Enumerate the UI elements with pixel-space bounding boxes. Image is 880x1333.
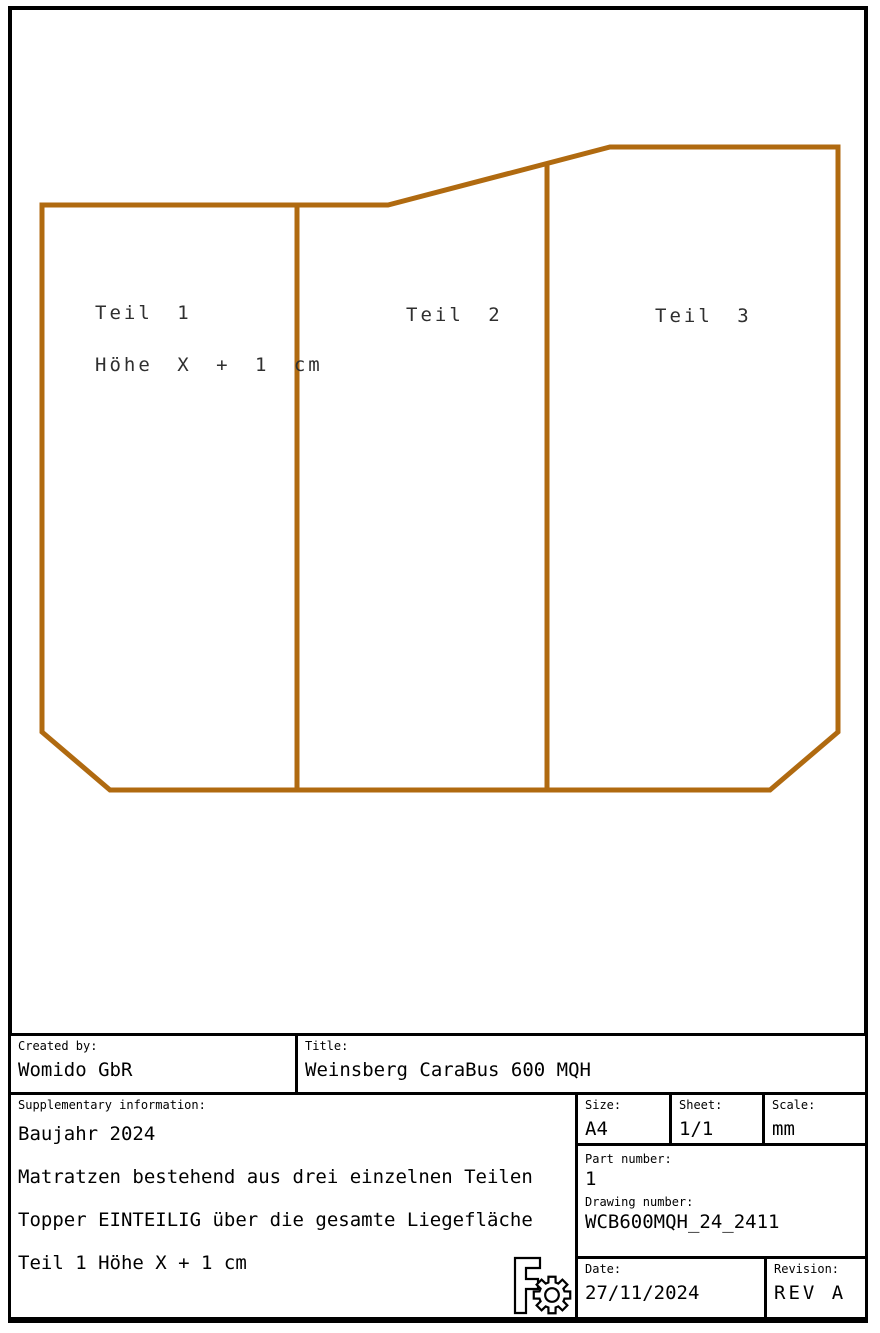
- sheet-cell: [672, 1095, 765, 1143]
- sheet-value: 1/1: [679, 1118, 714, 1140]
- supplementary-info-label: Supplementary information:: [18, 1098, 206, 1112]
- created-by-label: Created by:: [18, 1039, 98, 1053]
- title-label: Title:: [305, 1039, 349, 1053]
- revision-value: REV A: [774, 1282, 847, 1304]
- part-number-label: Part number:: [585, 1152, 672, 1166]
- date-label: Date:: [585, 1262, 622, 1276]
- drawing-number-label: Drawing number:: [585, 1195, 694, 1209]
- revision-label: Revision:: [774, 1262, 840, 1276]
- created-by-cell: [11, 1036, 298, 1092]
- freecad-gear-logo-icon: [510, 1255, 574, 1317]
- size-label: Size:: [585, 1098, 622, 1112]
- sheet-label: Sheet:: [679, 1098, 723, 1112]
- teil-1-label: Teil 1: [95, 302, 192, 324]
- supplementary-line: Baujahr 2024: [18, 1123, 156, 1145]
- revision-cell: [767, 1259, 865, 1317]
- teil-1-height-note: Höhe X + 1 cm: [95, 354, 323, 376]
- scale-cell: [765, 1095, 865, 1143]
- size-value: A4: [585, 1118, 608, 1140]
- created-by-value: Womido GbR: [18, 1059, 133, 1081]
- title-block-right-column: [578, 1095, 865, 1317]
- teil-3-label: Teil 3: [655, 305, 752, 327]
- supplementary-info-cell: [11, 1095, 578, 1317]
- supplementary-line: Matratzen bestehend aus drei einzelnen Teilen: [18, 1166, 533, 1188]
- title-block: [8, 1033, 868, 1320]
- part-drawing-number-cell: [578, 1146, 865, 1259]
- date-revision-row: [578, 1259, 865, 1317]
- scale-value: mm: [772, 1118, 795, 1140]
- date-cell: [578, 1259, 767, 1317]
- size-cell: [578, 1095, 672, 1143]
- title-block-row-2: [11, 1095, 865, 1317]
- title-value: Weinsberg CaraBus 600 MQH: [305, 1059, 591, 1081]
- supplementary-line: Teil 1 Höhe X + 1 cm: [18, 1252, 247, 1274]
- date-value: 27/11/2024: [585, 1282, 700, 1304]
- supplementary-line: Topper EINTEILIG über die gesamte Liegefläche: [18, 1209, 533, 1231]
- teil-2-label: Teil 2: [406, 304, 503, 326]
- mattress-outline: [42, 147, 838, 790]
- title-block-row-1: [11, 1036, 865, 1095]
- drawing-number-value: WCB600MQH_24_2411: [585, 1211, 780, 1233]
- size-sheet-scale-row: [578, 1095, 865, 1146]
- part-number-value: 1: [585, 1168, 597, 1190]
- title-cell: [298, 1036, 865, 1092]
- scale-label: Scale:: [772, 1098, 816, 1112]
